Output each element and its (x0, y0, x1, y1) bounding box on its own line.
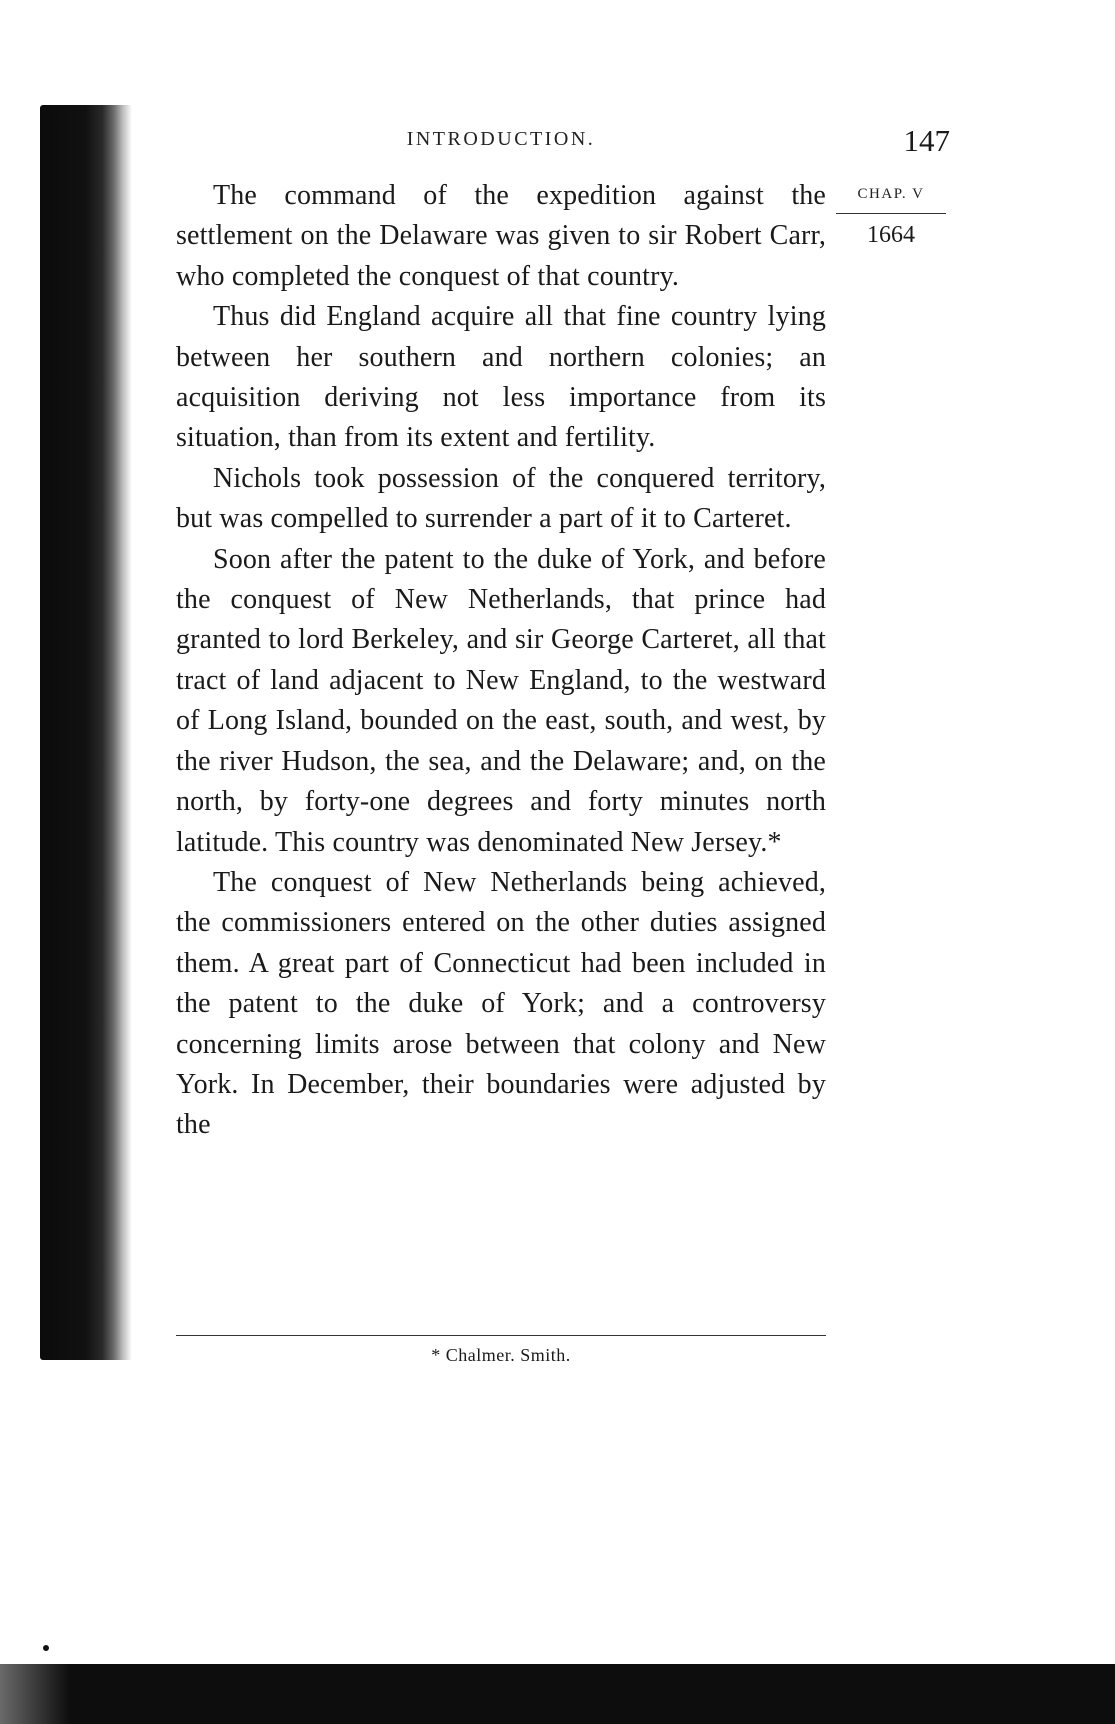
paragraph-2: Thus did England acquire all that fine country lying between her southern and northern colonies; an acquisition deriving not less importance from its situation, than from its extent and fertility. (176, 301, 826, 454)
scan-bottom-edge-fade (0, 1664, 70, 1724)
paragraph-4: Soon after the patent to the duke of York, and before the conquest of New Netherlands, that prince had granted to lord Berkeley, and sir George Carteret, all that tract of land adjacent to New England, to the westward of Long Island, bounded on the east, south, and west, by the river Hudson, the sea, and the Delaware; and, on the north, by forty-one degrees and forty minutes north latitude. This country was denominated New Jersey.* (176, 543, 826, 858)
footnote: * Chalmer. Smith. (431, 1345, 571, 1365)
scan-speck (43, 1645, 49, 1651)
body-text (176, 176, 826, 1146)
margin-chapter: CHAP. V (857, 186, 925, 202)
running-head: INTRODUCTION. (406, 128, 596, 150)
paragraph-5: The conquest of New Netherlands being achieved, the commissioners entered on the other duties assigned them. A great part of Connecticut had been included in the patent to the duke of York; and a controversy concerning limits arose between that colony and New York. In December, their boundaries were adjusted by the (176, 866, 826, 1141)
paragraph-1: The command of the expedition against the settlement on the Delaware was given to sir Robert Carr, who completed the conquest of that country. (176, 180, 826, 292)
paragraph-3: Nichols took possession of the conquered territory, but was compelled to surrender a part of it to Carteret. (176, 462, 826, 535)
page-number: 147 (903, 123, 950, 158)
scan-bottom-edge (0, 1664, 1115, 1724)
footnote-rule (176, 1335, 826, 1336)
margin-year: 1664 (867, 222, 915, 248)
margin-rule (836, 213, 946, 214)
scan-edge-shadow (40, 105, 132, 1360)
